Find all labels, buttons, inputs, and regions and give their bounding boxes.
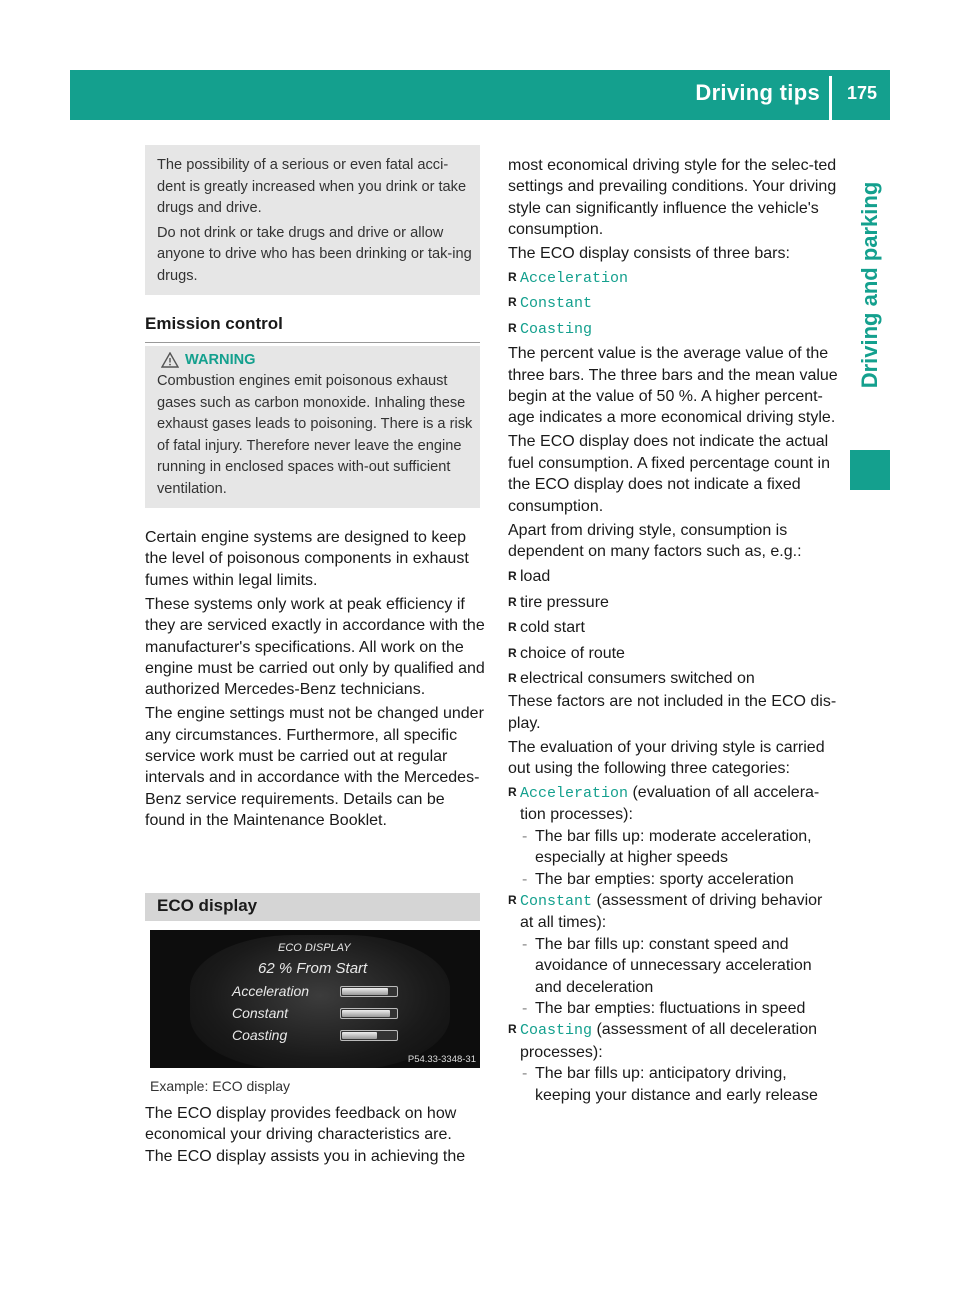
paragraph: The ECO display provides feedback on how economical your driving characteristics are. The ECO display assists you in achieving the — [145, 1105, 466, 1165]
emission-warning-box — [145, 346, 480, 508]
paragraph: These factors are not included in the ECO dis-play. — [508, 693, 837, 732]
chapter-tab — [850, 120, 890, 450]
paragraph: The percent value is the average value of the three bars. The three bars and the mean value begin at the value of 50 %. A higher percent-age indicates a more economical driving style. — [508, 345, 838, 427]
eco-display-heading-bar — [145, 893, 480, 921]
warning-paragraph: The possibility of a serious or even fatal acci-dent is greatly increased when you drink or take drugs and drive. — [157, 157, 467, 216]
warning-continued-box — [145, 145, 480, 295]
right-column — [508, 155, 838, 1106]
bar-name: Acceleration — [520, 270, 629, 288]
list-item: R electrical consumers switched on — [508, 668, 838, 689]
paragraph: The ECO display does not indicate the actual fuel consumption. A fixed percentage count in the ECO display does not indicate a fixed consumption. — [508, 433, 830, 515]
warning-text: Combustion engines emit poisonous exhaust gases such as carbon monoxide. Inhaling these exhaust gases leads to poisoning. There is a risk of fatal injury. Therefore never leave the engine running in enclosed spaces with-out sufficient ventilation. — [157, 373, 473, 497]
image-caption: Example: ECO display — [150, 1078, 291, 1094]
list-item: R tire pressure — [508, 592, 838, 613]
list-item — [508, 318, 838, 340]
paragraph: Certain engine systems are designed to keep the level of poisonous components in exhaust fumes within legal limits. — [145, 529, 469, 589]
paragraph: The engine settings must not be changed under any circumstances. Furthermore, all specific service work must be carried out at regular intervals and in accordance with the Mercedes-Benz service requirements. Details can be found in the Maintenance Booklet. — [145, 705, 484, 830]
eco-bar — [340, 986, 398, 997]
eco-row-label: Acceleration — [232, 983, 310, 999]
eco-display-illustration — [150, 930, 480, 1068]
eco-row-label: Coasting — [232, 1027, 288, 1043]
category-name: Coasting — [520, 1022, 593, 1040]
category-desc: (assessment of all deceleration processes): — [520, 1021, 818, 1061]
paragraph: Apart from driving style, consumption is dependent on many factors such as, e.g.: — [508, 521, 802, 560]
warning-paragraph: Do not drink or take drugs and drive or allow anyone to drive who has been drinking or tak-ing drugs. — [157, 224, 472, 284]
list-item — [508, 267, 838, 289]
paragraph: The ECO display consists of three bars: — [508, 245, 790, 263]
sub-item: - The bar empties: sporty acceleration — [508, 869, 838, 890]
warning-title: WARNING — [185, 352, 256, 368]
image-code: P54.33-3348-31 — [407, 1054, 476, 1065]
category-desc: (assessment of driving behavior at all times): — [520, 892, 823, 932]
emission-body — [145, 527, 485, 834]
bar-name: Constant — [520, 295, 593, 313]
sub-item: - The bar fills up: anticipatory driving, keeping your distance and early release — [508, 1063, 838, 1106]
list-item: R load — [508, 566, 838, 587]
eco-screen-title: ECO DISPLAY — [278, 942, 351, 954]
category-name: Acceleration — [520, 784, 629, 802]
eco-intro — [145, 1103, 480, 1170]
emission-control-heading: Emission control — [145, 314, 283, 333]
section-title: Driving tips — [695, 80, 820, 105]
paragraph: most economical driving style for the selec-ted settings and prevailing conditions. Your driving style can significantly influence the vehicle's consumption. — [508, 157, 837, 239]
list-item: R cold start — [508, 617, 838, 638]
bar-name: Coasting — [520, 320, 593, 338]
page-number: 175 — [846, 83, 878, 103]
paragraph: These systems only work at peak efficiency if they are serviced exactly in accordance with the manufacturer's specifications. All work on the engine must be carried out only by qualified and authorized Mercedes-Benz technicians. — [145, 595, 485, 699]
warning-triangle-icon — [161, 352, 179, 368]
paragraph: The evaluation of your driving style is carried out using the following three categories: — [508, 738, 825, 778]
category-name: Constant — [520, 893, 593, 910]
category-desc: (evaluation of all accelera-tion processes): — [520, 783, 820, 824]
page-header — [70, 70, 890, 120]
category-item — [508, 782, 838, 826]
list-item: R choice of route — [508, 643, 838, 664]
category-item — [508, 1019, 838, 1063]
chapter-marker — [850, 450, 890, 490]
heading-rule — [145, 342, 480, 343]
category-item — [508, 890, 838, 934]
sub-item: - The bar empties: fluctuations in speed — [508, 998, 838, 1019]
header-divider — [829, 76, 832, 120]
sub-item: - The bar fills up: constant speed and avoidance of unnecessary acceleration and deceleration — [508, 934, 838, 998]
eco-screen-summary: 62 % From Start — [258, 960, 368, 977]
chapter-tab-label: Driving and parking — [857, 181, 882, 389]
sub-item: - The bar fills up: moderate acceleration, especially at higher speeds — [508, 826, 838, 869]
eco-display-heading: ECO display — [157, 896, 258, 915]
eco-row-label: Constant — [232, 1005, 289, 1021]
list-item — [508, 292, 838, 314]
eco-bar — [340, 1030, 398, 1041]
eco-bar — [340, 1008, 398, 1019]
